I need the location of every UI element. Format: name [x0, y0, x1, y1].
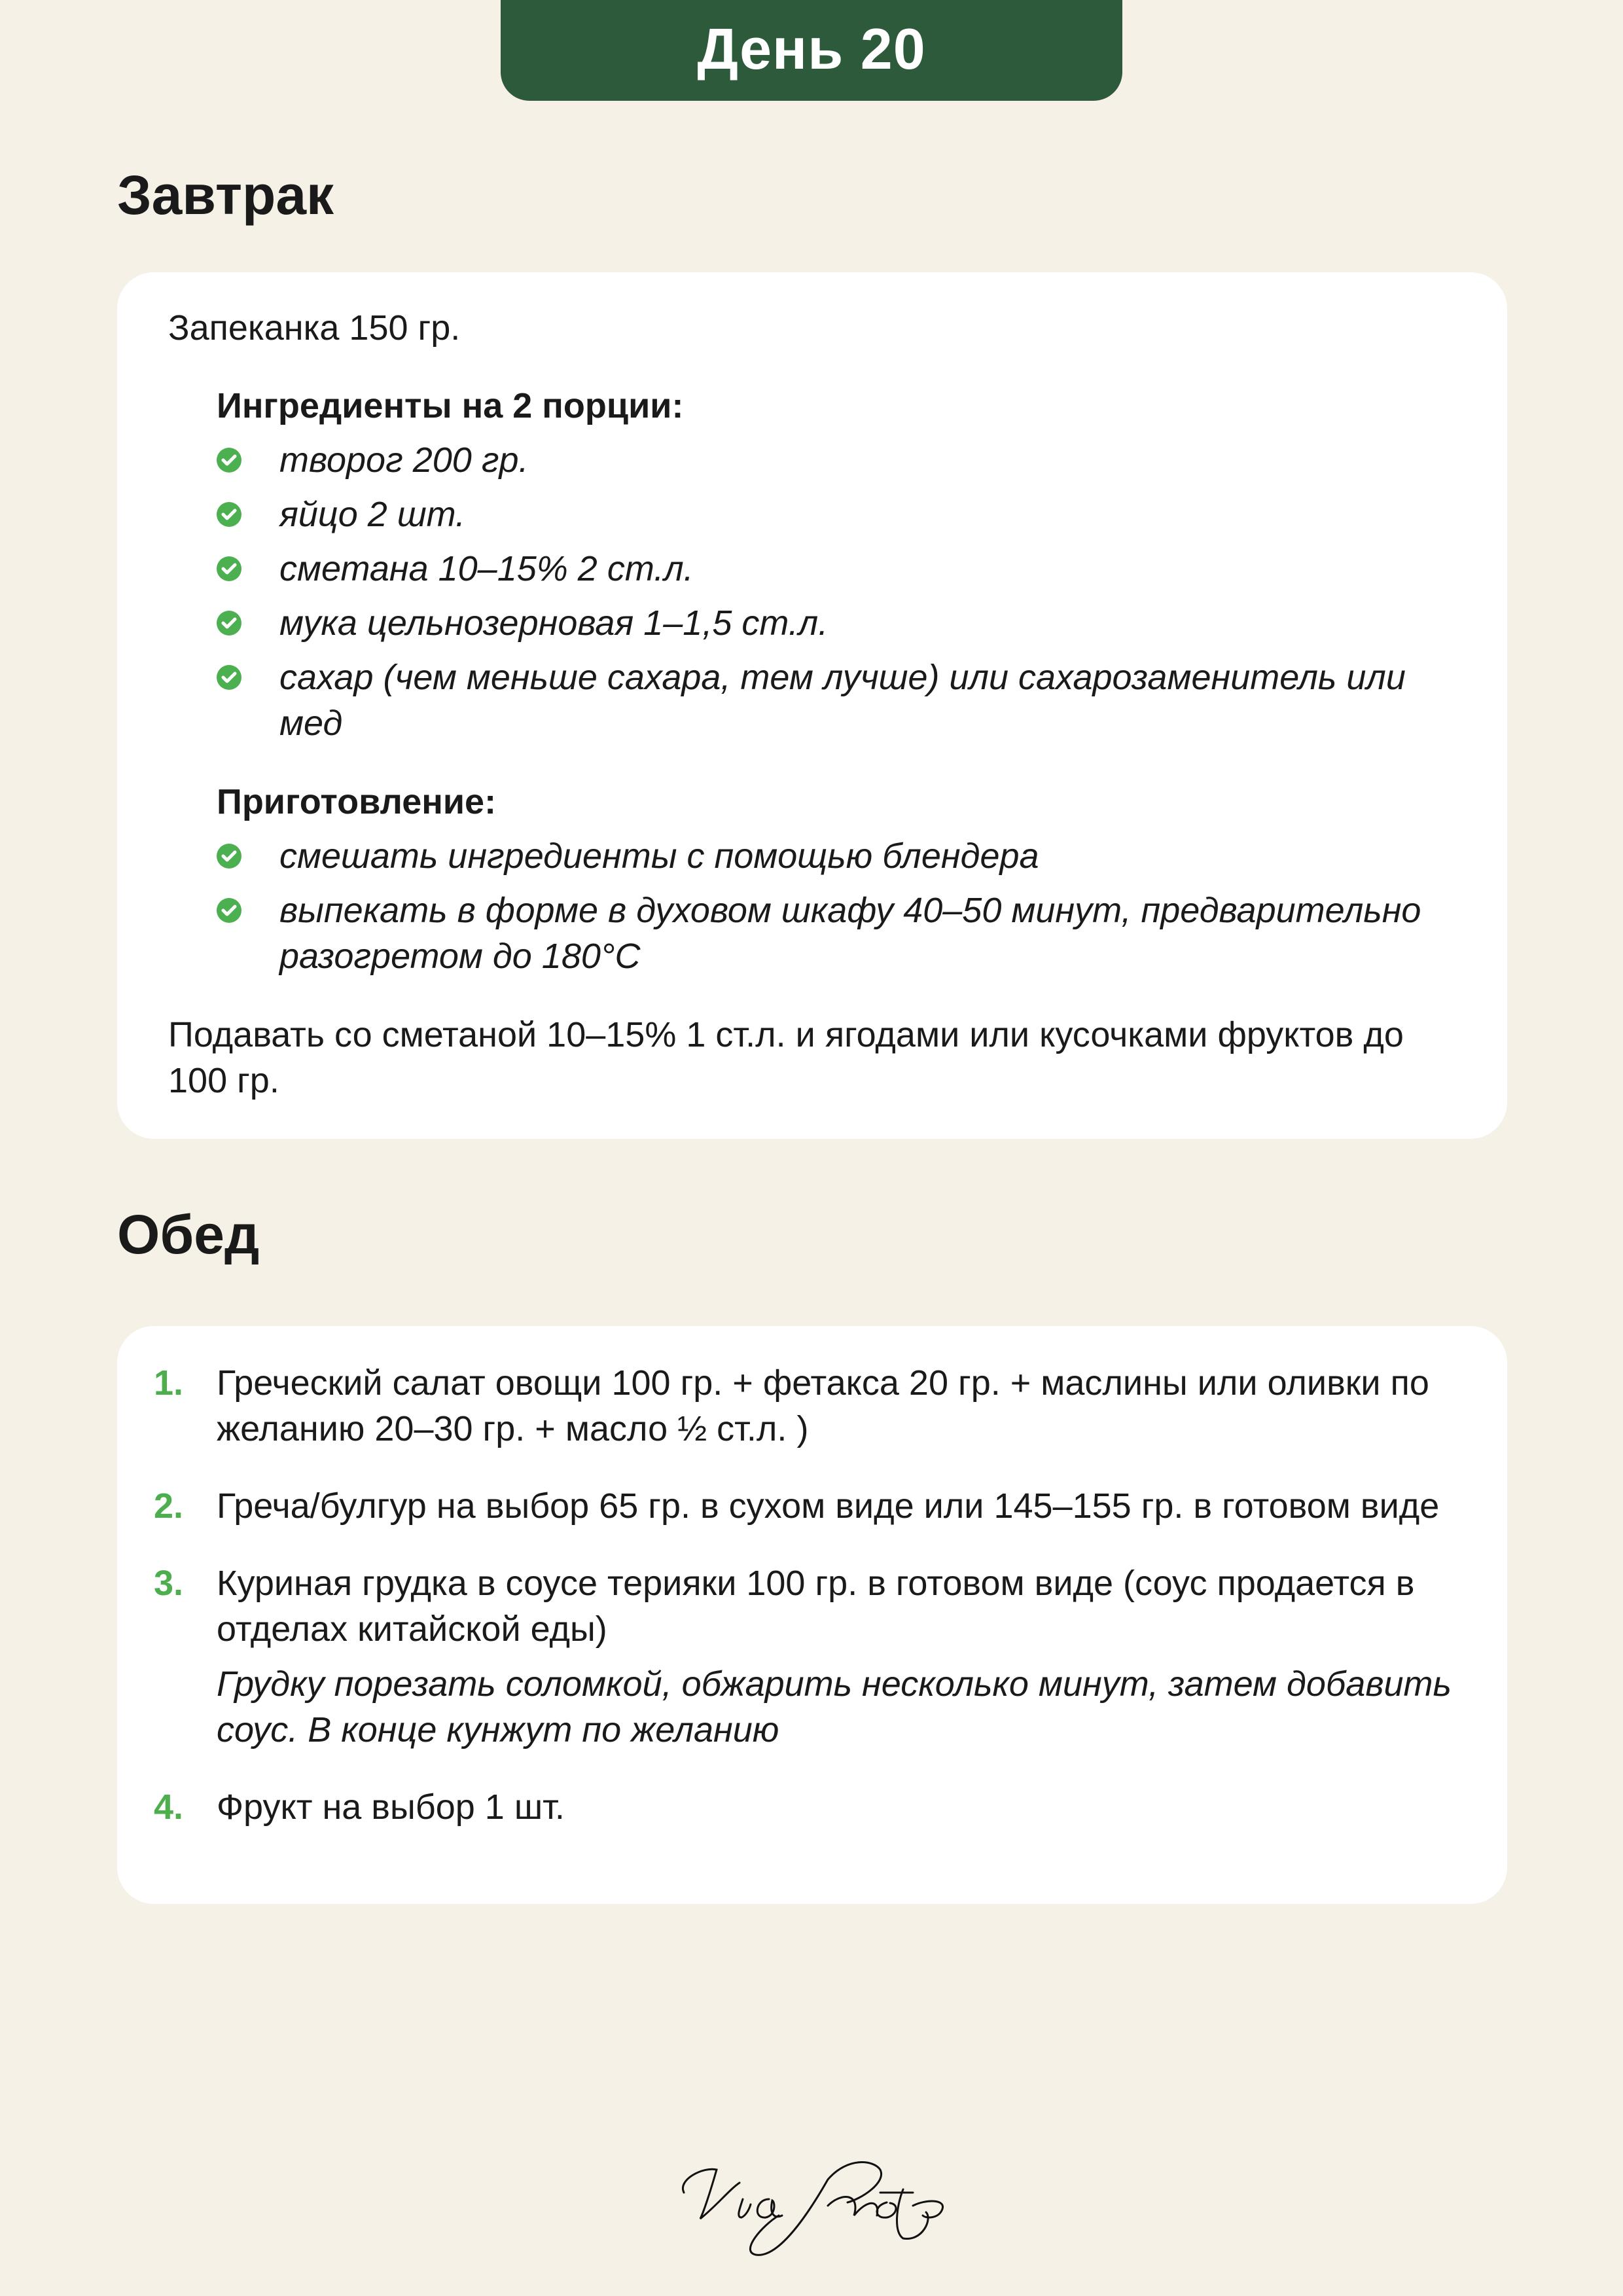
item-number: 3. [154, 1564, 184, 1603]
list-item [217, 655, 1455, 746]
ingredients-title: Ингредиенты на 2 порции: [217, 386, 684, 425]
signature-logo [677, 2153, 952, 2258]
lunch-item [117, 1560, 1455, 1753]
item-text: творог 200 гр. [279, 440, 529, 480]
item-text: Фрукт на выбор 1 шт. [217, 1787, 565, 1827]
check-circle-icon [217, 448, 241, 473]
list-item [217, 600, 1455, 646]
check-circle-icon [217, 611, 241, 636]
item-text: мука цельнозерновая 1–1,5 ст.л. [279, 603, 829, 643]
item-text: яйцо 2 шт. [279, 495, 466, 534]
lunch-item [117, 1784, 1455, 1830]
item-text: сметана 10–15% 2 ст.л. [279, 549, 694, 588]
list-item [217, 546, 1455, 592]
check-circle-icon [217, 898, 241, 923]
prep-list [217, 833, 1455, 979]
prep-title: Приготовление: [217, 782, 497, 821]
item-text: сахар (чем меньше сахара, тем лучше) или сахарозаменитель или мед [279, 658, 1406, 743]
item-text: Греча/булгур на выбор 65 гр. в сухом виде или 145–155 гр. в готовом виде [217, 1486, 1440, 1526]
check-circle-icon [217, 665, 241, 690]
breakfast-heading: Завтрак [117, 164, 334, 226]
item-text: Куриная грудка в соусе терияки 100 гр. в готовом виде (соус продается в отделах китайской еды) [217, 1564, 1415, 1649]
list-item [217, 437, 1455, 483]
list-item [217, 888, 1455, 979]
list-item [217, 492, 1455, 537]
lunch-list [117, 1360, 1455, 1830]
item-text: смешать ингредиенты с помощью блендера [279, 836, 1039, 876]
day-title: День 20 [697, 16, 926, 81]
item-text: выпекать в форме в духовом шкафу 40–50 минут, предварительно разогретом до 180°C [279, 891, 1421, 976]
item-number: 2. [154, 1486, 184, 1526]
item-number: 1. [154, 1363, 184, 1403]
lunch-item [117, 1483, 1455, 1529]
check-circle-icon [217, 844, 241, 869]
item-note: Грудку порезать соломкой, обжарить несколько минут, затем добавить соус. В конце кунжут по желанию [217, 1664, 1452, 1749]
item-number: 4. [154, 1787, 184, 1827]
ingredients-list [217, 437, 1455, 746]
serving-note: Подавать со сметаной 10–15% 1 ст.л. и ягодами или кусочками фруктов до 100 гр. [168, 1015, 1404, 1100]
lunch-heading: Обед [117, 1204, 260, 1265]
list-item [217, 833, 1455, 879]
lunch-item [117, 1360, 1455, 1452]
dish-name: Запеканка 150 гр. [168, 308, 461, 348]
check-circle-icon [217, 556, 241, 581]
lunch-card [117, 1326, 1507, 1904]
item-text: Греческий салат овощи 100 гр. + фетакса 20 гр. + маслины или оливки по желанию 20–30 гр. + масло ½ ст.л. ) [217, 1363, 1429, 1448]
breakfast-card [117, 272, 1507, 1139]
day-title-banner [501, 0, 1122, 101]
check-circle-icon [217, 502, 241, 527]
